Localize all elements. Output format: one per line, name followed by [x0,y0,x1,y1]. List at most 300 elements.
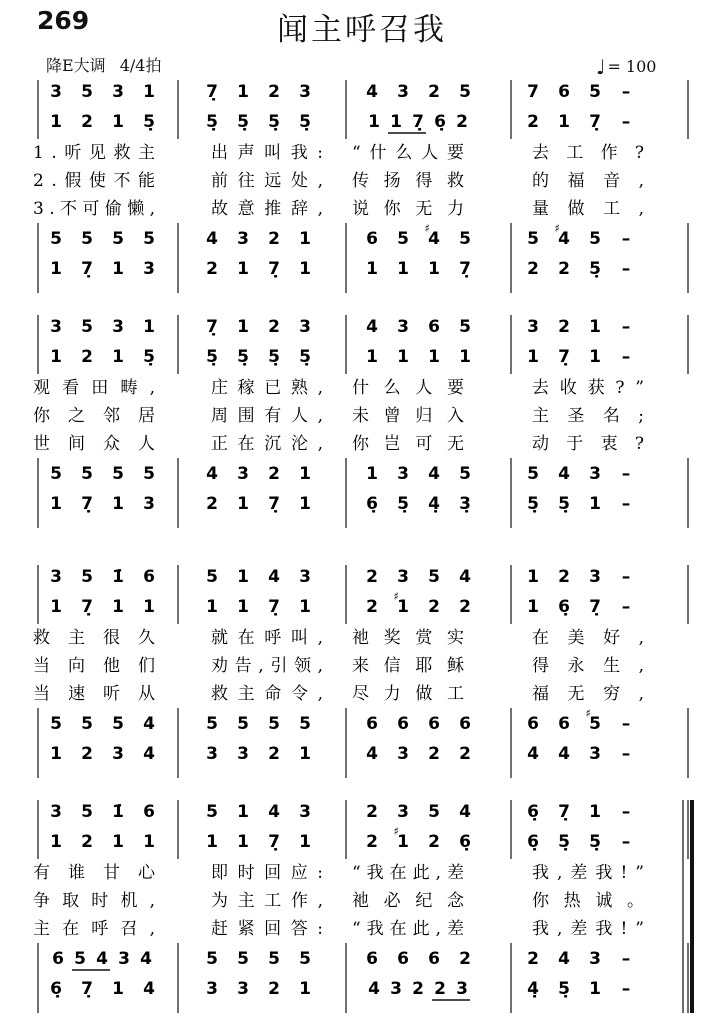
note: 3 [397,82,409,102]
note: 4 [558,229,570,249]
note: 6 [397,949,409,969]
note: 6 [366,229,378,249]
note: 4 [206,464,218,484]
note: 1 [237,259,249,279]
note: 1 [112,597,124,617]
note: 1 [237,317,249,337]
note: 3 [112,317,124,337]
note: 2 [268,979,280,999]
note: 1 [527,567,539,587]
note: 1 [112,494,124,514]
note: 1 [589,979,601,999]
note: 2 [428,832,440,852]
lyric-phrase: 就在呼叫, [211,628,323,648]
note: 5 [81,464,93,484]
time-signature: 4/4拍 [119,56,162,75]
lyric-phrase: 即时回应: [211,863,323,883]
note: 5̣ [206,112,218,132]
note: 1 [50,347,62,367]
note: 3 [237,744,249,764]
dash-extension: – [621,979,631,999]
note: 1 [143,317,155,337]
note: 6̣ [366,494,378,514]
dash-extension: – [621,494,631,514]
note: 3 [50,802,62,822]
note: 5̣ [558,494,570,514]
note: 7̣ [589,597,601,617]
note: 5 [299,949,311,969]
note: 1 [237,802,249,822]
note: 6 [366,949,378,969]
note: 6 [397,714,409,734]
note: 5 [206,802,218,822]
quarter-note-icon: ♩ [596,55,606,79]
lyric-phrase: 去收获?” [532,378,644,398]
note: 7̣ [268,597,280,617]
note: 4 [143,979,155,999]
note: 7̣ [268,494,280,514]
note: 2 [428,82,440,102]
note: 2 [558,259,570,279]
note: 6 [558,82,570,102]
dash-extension: – [621,112,631,132]
note: 7̣ [206,82,218,102]
note: 2 [206,259,218,279]
note: 5 [81,82,93,102]
lyric-phrase: 当速听从 [33,684,155,704]
note: 6̣ [434,112,446,132]
note: 6 [428,949,440,969]
note: 2 [366,597,378,617]
note: 4 [268,567,280,587]
note: 2 [366,832,378,852]
note: 3 [589,464,601,484]
lyric-phrase: 你热诚。 [532,891,644,911]
note: 3̣ [459,494,471,514]
note: 1 [428,347,440,367]
note: 1 [143,832,155,852]
lyric-phrase: 的福音, [532,171,644,191]
note: 6 [428,317,440,337]
lyric-phrase: 得永生, [532,656,644,676]
note: 4̣ [428,494,440,514]
lyric-phrase: 赶紧回答: [211,919,323,939]
note: 3 [397,464,409,484]
note: 4 [459,567,471,587]
note: 3 [143,259,155,279]
lyric-phrase: 世间众人 [33,434,155,454]
note: 4 [428,464,440,484]
note: 1 [237,82,249,102]
note: 2 [456,112,468,132]
note: 5̣ [589,259,601,279]
note: 1 [527,347,539,367]
note: 1 [143,597,155,617]
note: 2 [268,317,280,337]
note: 5 [237,949,249,969]
note: 1 [299,464,311,484]
lyric-phrase: 祂必纪念 [352,891,464,911]
note: 5 [527,464,539,484]
note: 6 [459,714,471,734]
note: 3 [456,979,468,999]
note: 3 [50,317,62,337]
note: 1 [428,259,440,279]
note: 3 [397,744,409,764]
note: 2 [366,802,378,822]
note: 2 [81,347,93,367]
note: 2 [268,82,280,102]
note: 5̣ [268,347,280,367]
note: 3 [237,464,249,484]
note: 5 [81,229,93,249]
note: 2 [268,464,280,484]
note: 5̣ [206,347,218,367]
sharp-sign: ♯ [424,222,430,235]
note: 6 [428,714,440,734]
lyric-phrase: 争取时机, [33,891,155,911]
note: 3 [397,317,409,337]
note: 5 [143,229,155,249]
note: 1 [143,82,155,102]
note: 2 [527,259,539,279]
tempo-value: = 100 [607,57,657,76]
note: 5 [589,714,601,734]
dash-extension: – [621,567,631,587]
note: 5 [459,229,471,249]
note: 4̣ [527,979,539,999]
lyric-phrase: 故意推辞, [211,199,323,219]
note: 7̣ [412,112,424,132]
note: 1 [206,597,218,617]
note: 5 [81,802,93,822]
note: 7̣ [81,979,93,999]
lyric-phrase: 主圣名; [532,406,644,426]
note: 1 [50,744,62,764]
note: 6̣ [459,832,471,852]
note: 4 [96,949,108,969]
note: 1 [459,347,471,367]
note: 1 [50,597,62,617]
note: 5 [81,317,93,337]
note: 7̣ [268,259,280,279]
lyric-phrase: 前往远处, [211,171,323,191]
note: 1 [112,347,124,367]
note: 1 [112,259,124,279]
note: 2 [558,567,570,587]
note: 1 [527,597,539,617]
note: 5 [459,317,471,337]
note: 5 [206,567,218,587]
note: 1 [237,494,249,514]
note: 1 [397,832,409,852]
note: 3 [299,82,311,102]
note: 2 [459,597,471,617]
dash-extension: – [621,832,631,852]
note: 2 [81,832,93,852]
note: 4 [143,714,155,734]
note: 5̣ [299,112,311,132]
note: 4 [366,744,378,764]
note: 1 [299,979,311,999]
note: 3 [237,229,249,249]
lyric-phrase: 出声叫我: [211,143,323,163]
note: 4 [558,949,570,969]
dash-extension: – [621,259,631,279]
lyric-phrase: 量做工, [532,199,644,219]
note: 2 [428,744,440,764]
note: 6̣ [527,832,539,852]
note: 7 [527,82,539,102]
note: 5 [206,714,218,734]
note: 3 [527,317,539,337]
note: 5̣ [237,347,249,367]
note: 5 [237,714,249,734]
dash-extension: – [621,597,631,617]
note: 4 [459,802,471,822]
note: 5̣ [558,979,570,999]
lyric-phrase: 为主工作, [211,891,323,911]
note: 3 [299,567,311,587]
lyric-phrase: 我,差我!” [532,863,644,883]
note: 5̣ [143,112,155,132]
note: 2 [81,112,93,132]
note: 6̣ [527,802,539,822]
note: 3 [237,979,249,999]
note: 5 [206,949,218,969]
note: 3 [299,802,311,822]
note: 1 [589,494,601,514]
note: 2 [459,744,471,764]
note: 5 [428,567,440,587]
note: 5 [112,464,124,484]
note: 4 [366,82,378,102]
note: 2 [558,317,570,337]
note: 6 [366,714,378,734]
note: 5 [50,229,62,249]
note: 1 [299,832,311,852]
lyric-phrase: 传扬得救 [352,171,464,191]
lyric-phrase: 未曾归入 [352,406,464,426]
note: 3 [299,317,311,337]
note: 3 [206,979,218,999]
lyric-phrase: 救主很久 [33,628,155,648]
note: 7̣ [558,347,570,367]
note: 1 [299,229,311,249]
note: 5 [459,464,471,484]
note: 4 [143,744,155,764]
note: 1 [237,832,249,852]
lyric-phrase: “什么人要 [352,143,464,163]
note: 1 [299,744,311,764]
lyric-phrase: 周围有人, [211,406,323,426]
note: 3 [397,567,409,587]
lyric-phrase: 去工作? [532,143,644,163]
sharp-sign: ♯ [393,590,399,603]
note: 2 [81,744,93,764]
note: 6 [143,802,155,822]
note: 1 [50,112,62,132]
note: 5 [112,229,124,249]
note: 5 [299,714,311,734]
note: 4 [366,317,378,337]
lyric-phrase: 你之邻居 [33,406,155,426]
note: 2 [428,597,440,617]
note: 3 [50,82,62,102]
lyric-phrase: “我在此,差 [352,863,464,883]
note: 7̣ [589,112,601,132]
note: 5 [112,714,124,734]
lyric-phrase: 祂奖赏实 [352,628,464,648]
note: 5̣ [589,832,601,852]
note: 5 [81,567,93,587]
note: 7̣ [81,494,93,514]
note: 1 [50,832,62,852]
note: 7̣ [206,317,218,337]
note: 1 [366,464,378,484]
lyric-phrase: 你岂可无 [352,434,464,454]
sharp-sign: ♯ [585,707,591,720]
note: 6 [52,949,64,969]
note: 1 [112,979,124,999]
lyric-phrase: 当向他们 [33,656,155,676]
lyric-phrase: 劝告,引领, [211,656,323,676]
dash-extension: – [621,317,631,337]
note: 1 [589,317,601,337]
note: 5 [74,949,86,969]
note: 5 [50,714,62,734]
lyric-phrase: 来信耶稣 [352,656,464,676]
lyric-phrase: 观看田畴, [33,378,155,398]
note: 4 [206,229,218,249]
note: 2 [206,494,218,514]
lyric-phrase: “我在此,差 [352,919,464,939]
note: 6 [558,714,570,734]
lyric-phrase: 3.不可偷懒, [33,199,155,219]
dash-extension: – [621,714,631,734]
note: 5 [397,229,409,249]
dash-extension: – [621,802,631,822]
note: 3 [112,744,124,764]
note: 2 [527,112,539,132]
note: 4 [558,744,570,764]
note: 3 [112,82,124,102]
note: 3 [206,744,218,764]
note: 1 [206,832,218,852]
note: 5 [268,949,280,969]
note: 5 [459,82,471,102]
lyric-phrase: 正在沉沦, [211,434,323,454]
lyric-phrase: 2.假使不能 [33,171,155,191]
note: 1 [397,347,409,367]
note: 5̣ [558,832,570,852]
lyric-phrase: 福无穷, [532,684,644,704]
note: 3 [589,744,601,764]
note: 1̇ [112,567,124,587]
note: 3 [390,979,402,999]
note: 1 [589,347,601,367]
note: 3 [118,949,130,969]
sharp-sign: ♯ [554,222,560,235]
dash-extension: – [621,229,631,249]
note: 5 [81,714,93,734]
note: 1 [237,597,249,617]
note: 5 [589,82,601,102]
note: 5 [143,464,155,484]
dash-extension: – [621,347,631,367]
note: 3 [397,802,409,822]
note: 4 [268,802,280,822]
note: 2 [434,979,446,999]
note: 2 [412,979,424,999]
note: 7̣ [268,832,280,852]
hymn-number: 269 [37,6,90,35]
note: 1 [112,832,124,852]
note: 1 [299,259,311,279]
note: 1̇ [112,802,124,822]
key-signature: 降E大调 [46,56,106,75]
note: 6̣ [50,979,62,999]
lyric-phrase: 庄稼已熟, [211,378,323,398]
hymn-title: 闻主呼召我 [277,12,447,48]
note: 5 [589,229,601,249]
note: 3 [589,949,601,969]
note: 6 [527,714,539,734]
note: 1 [299,597,311,617]
dash-extension: – [621,744,631,764]
note: 3 [50,567,62,587]
note: 1 [366,347,378,367]
note: 1 [589,802,601,822]
note: 3 [143,494,155,514]
lyric-phrase: 有谁甘心 [33,863,155,883]
note: 2 [366,567,378,587]
note: 7̣ [81,597,93,617]
note: 4 [368,979,380,999]
note: 6̣ [558,597,570,617]
note: 5̣ [143,347,155,367]
note: 1 [397,259,409,279]
note: 6 [143,567,155,587]
lyric-phrase: 1.听见救主 [33,143,155,163]
note: 3 [589,567,601,587]
note: 5 [527,229,539,249]
note: 4 [558,464,570,484]
note: 7̣ [459,259,471,279]
note: 5 [50,464,62,484]
note: 5 [268,714,280,734]
lyric-phrase: 动于衷? [532,434,644,454]
lyric-phrase: 说你无力 [352,199,464,219]
note: 5̣ [237,112,249,132]
lyric-phrase: 尽力做工 [352,684,464,704]
note: 2 [527,949,539,969]
lyric-phrase: 救主命令, [211,684,323,704]
note: 2 [268,229,280,249]
sharp-sign: ♯ [393,825,399,838]
note: 4 [527,744,539,764]
note: 7̣ [81,259,93,279]
note: 4 [428,229,440,249]
note: 1 [390,112,402,132]
note: 1 [237,567,249,587]
note: 5̣ [268,112,280,132]
note: 1 [50,494,62,514]
note: 1 [112,112,124,132]
note: 7̣ [558,802,570,822]
note: 5̣ [299,347,311,367]
dash-extension: – [621,82,631,102]
